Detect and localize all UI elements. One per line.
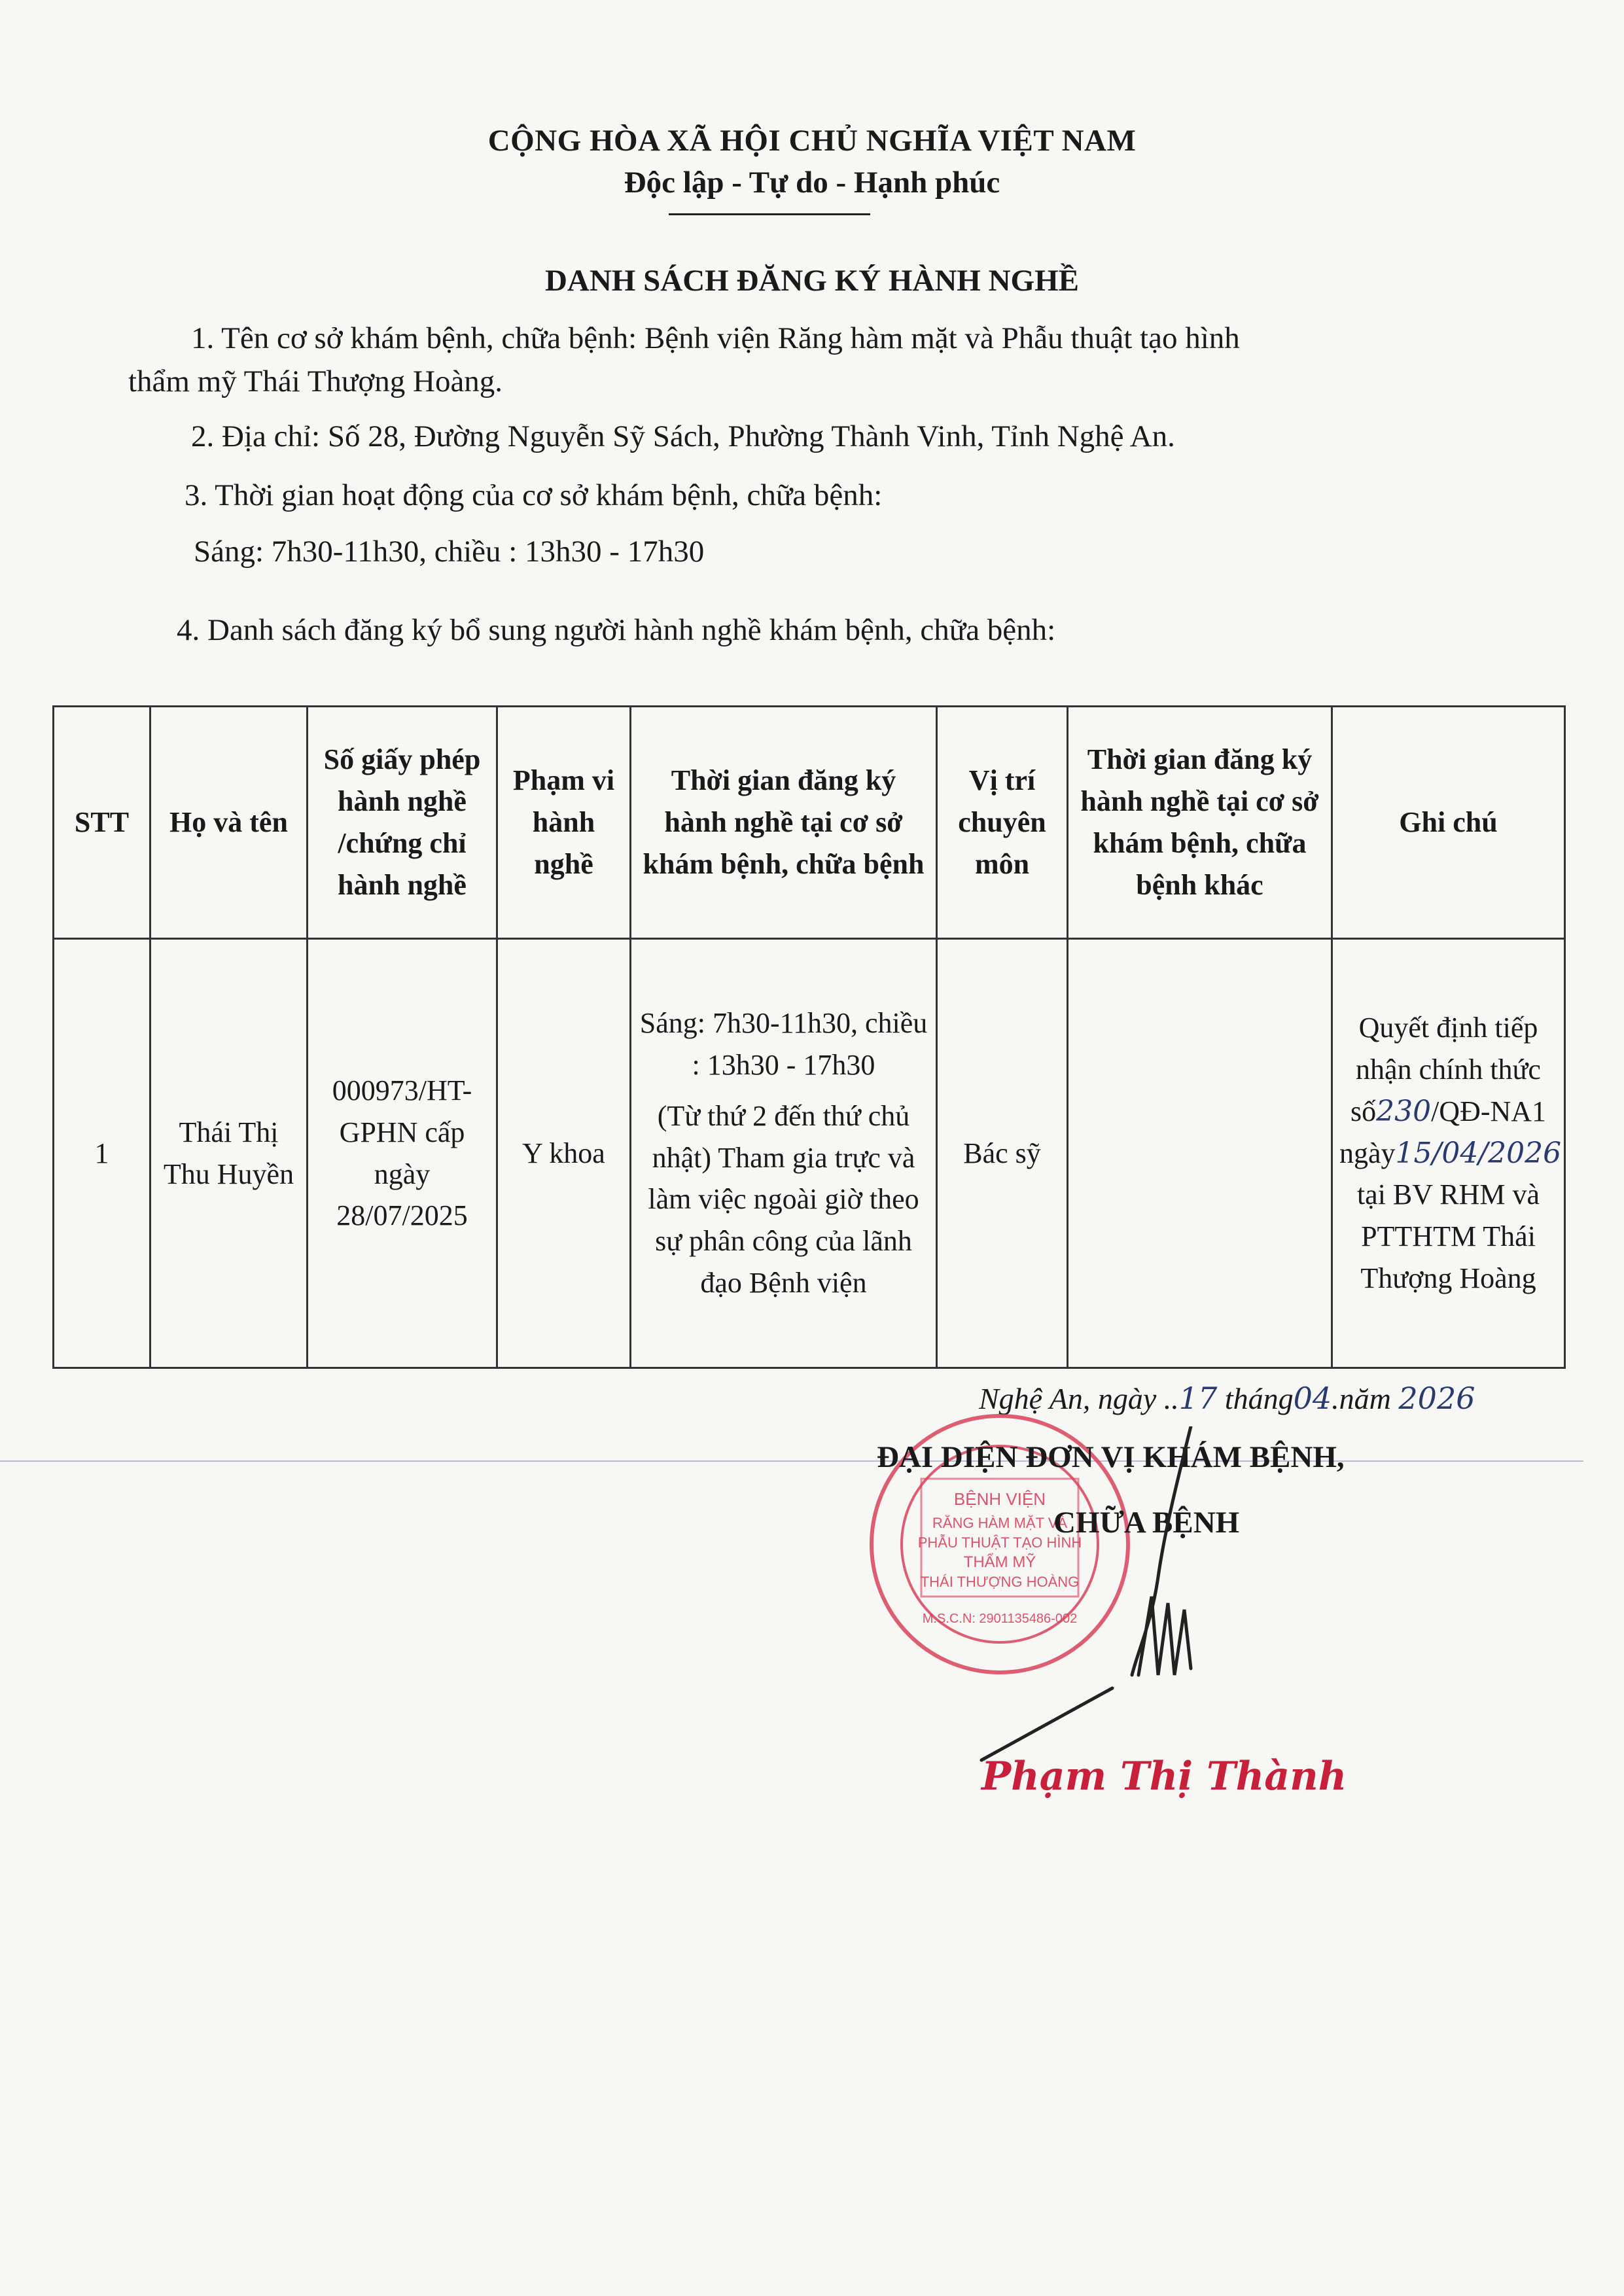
svg-text:PHẪU THUẬT TẠO HÌNH: PHẪU THUẬT TẠO HÌNH <box>917 1534 1082 1551</box>
header-name: Họ và tên <box>150 707 308 939</box>
note-handwritten-date: 15/04/2026 <box>1395 1136 1562 1170</box>
header-other-time: Thời gian đăng ký hành nghề tại cơ sở khám bệnh, chữa bệnh khác <box>1068 707 1332 939</box>
date-prefix: Nghệ An, ngày <box>979 1382 1157 1415</box>
header-note: Ghi chú <box>1332 707 1565 939</box>
cell-position: Bác sỹ <box>937 939 1068 1368</box>
note-text-a: Quyết định tiếp nhận chính thức số <box>1350 1012 1541 1127</box>
date-year: 2026 <box>1398 1381 1475 1416</box>
date-year-label: năm <box>1339 1382 1391 1415</box>
item-2-address: 2. Địa chỉ: Số 28, Đường Nguyễn Sỹ Sách, Phường Thành Vinh, Tỉnh Nghệ An. <box>191 419 1175 453</box>
cell-license: 000973/HT-GPHN cấp ngày 28/07/2025 <box>308 939 497 1368</box>
motto-underline <box>669 213 870 215</box>
cell-time-hours: Sáng: 7h30-11h30, chiều : 13h30 - 17h30 <box>639 1007 928 1081</box>
svg-text:M.S.C.N: 2901135486-002: M.S.C.N: 2901135486-002 <box>922 1612 1078 1626</box>
signatory-title-line-1: ĐẠI DIỆN ĐƠN VỊ KHÁM BỆNH, <box>877 1440 1345 1474</box>
table-header-row <box>54 707 1565 939</box>
national-title: CỘNG HÒA XÃ HỘI CHỦ NGHĨA VIỆT NAM <box>487 124 1137 158</box>
signatory-title-line-2: CHỮA BỆNH <box>1053 1506 1240 1540</box>
signer-name: Phạm Thị Thành <box>981 1754 1347 1799</box>
header-stt: STT <box>54 707 150 939</box>
scan-artifact-line <box>0 1460 1583 1462</box>
header-position: Vị trí chuyên môn <box>937 707 1068 939</box>
cell-name: Thái Thị Thu Huyền <box>150 939 308 1368</box>
cell-scope: Y khoa <box>497 939 631 1368</box>
item-1-line-1: 1. Tên cơ sở khám bệnh, chữa bệnh: Bệnh viện Răng hàm mặt và Phẫu thuật tạo hình <box>191 321 1240 355</box>
item-4-list-label: 4. Danh sách đăng ký bổ sung người hành nghề khám bệnh, chữa bệnh: <box>177 613 1056 647</box>
cell-note <box>1332 939 1565 1368</box>
svg-text:RĂNG HÀM MẶT VÀ: RĂNG HÀM MẶT VÀ <box>932 1515 1068 1531</box>
cell-other-time <box>1068 939 1332 1368</box>
national-motto: Độc lập - Tự do - Hạnh phúc <box>624 166 1000 200</box>
svg-text:THẨM MỸ: THẨM MỸ <box>963 1553 1036 1571</box>
svg-text:BỆNH VIỆN: BỆNH VIỆN <box>953 1489 1046 1509</box>
header-time: Thời gian đăng ký hành nghề tại cơ sở khám bệnh, chữa bệnh <box>631 707 937 939</box>
note-text-b: /QĐ-NA1 ngày <box>1339 1095 1547 1169</box>
date-month-label: tháng <box>1224 1382 1294 1415</box>
header-license: Số giấy phép hành nghề /chứng chỉ hành nghề <box>308 707 497 939</box>
cell-stt: 1 <box>54 939 150 1368</box>
cell-time-details: (Từ thứ 2 đến thứ chủ nhật) Tham gia trực và làm việc ngoài giờ theo sự phân công của lãnh đạo Bệnh viện <box>648 1099 919 1299</box>
date-month: 04 <box>1293 1381 1332 1416</box>
place-date-line: Nghệ An, ngày ..17 tháng04.năm 2026 <box>979 1381 1475 1416</box>
note-text-c: tại BV RHM và PTTHTM Thái Thượng Hoàng <box>1356 1178 1540 1294</box>
document-title: DANH SÁCH ĐĂNG KÝ HÀNH NGHỀ <box>544 264 1079 298</box>
header-scope: Phạm vi hành nghề <box>497 707 631 939</box>
handwritten-signature-icon <box>942 1426 1269 1767</box>
date-day: 17 <box>1178 1381 1218 1416</box>
item-3-hours-label: 3. Thời gian hoạt động của cơ sở khám bệnh, chữa bệnh: <box>185 478 883 512</box>
registration-table <box>52 705 1566 1369</box>
svg-text:THÁI THƯỢNG HOÀNG: THÁI THƯỢNG HOÀNG <box>920 1574 1080 1590</box>
item-3-hours: Sáng: 7h30-11h30, chiều : 13h30 - 17h30 <box>194 535 705 569</box>
cell-time <box>631 939 937 1368</box>
table-row <box>54 939 1565 1368</box>
note-handwritten-number: 230 <box>1376 1094 1432 1128</box>
item-1-line-2: thẩm mỹ Thái Thượng Hoàng. <box>128 364 503 398</box>
